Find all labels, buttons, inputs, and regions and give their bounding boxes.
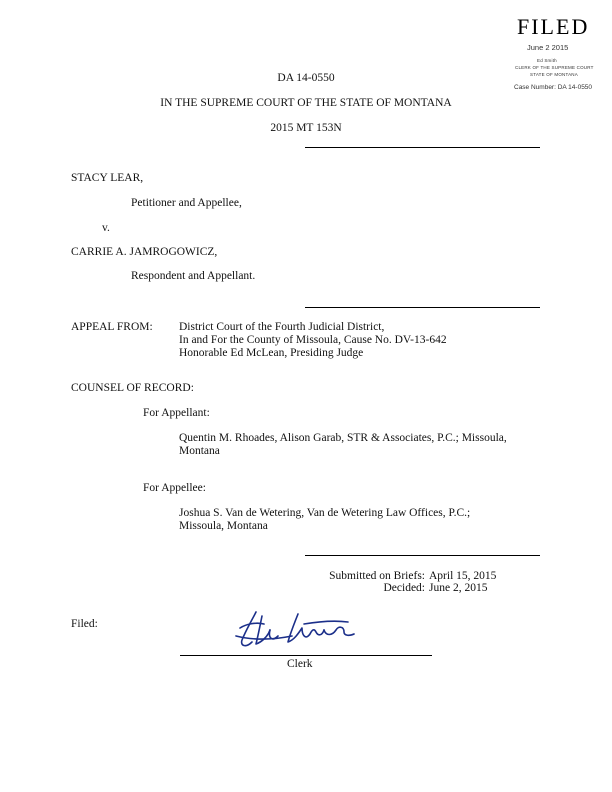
decided-date: June 2, 2015 [429,582,488,594]
appeal-line-3: Honorable Ed McLean, Presiding Judge [179,347,364,359]
filed-label: Filed: [71,618,98,630]
appellant-label: For Appellant: [143,407,210,419]
versus: v. [102,222,110,234]
citation: 2015 MT 153N [270,122,342,134]
appeal-label: APPEAL FROM: [71,321,153,333]
counsel-heading: COUNSEL OF RECORD: [71,382,194,394]
submitted-date: April 15, 2015 [429,570,497,582]
stamp-clerk-title: CLERK OF THE SUPREME COURT [515,65,594,70]
submitted-label: Submitted on Briefs: [329,570,425,582]
court-name: IN THE SUPREME COURT OF THE STATE OF MONTANA [160,97,452,109]
appellee-counsel-line-2: Missoula, Montana [179,520,268,532]
stamp-date: June 2 2015 [527,43,569,52]
petitioner-name: STACY LEAR, [71,172,144,184]
stamp-filed-label: FILED [517,14,590,39]
appellee-label: For Appellee: [143,482,206,494]
appellee-counsel-line-1: Joshua S. Van de Wetering, Van de Wetering Law Offices, P.C.; [179,507,471,519]
divider-line [305,147,540,148]
respondent-name: CARRIE A. JAMROGOWICZ, [71,246,218,258]
stamp-state: STATE OF MONTANA [530,72,578,77]
appeal-line-1: District Court of the Fourth Judicial District, [179,321,385,333]
petitioner-role: Petitioner and Appellee, [131,197,242,209]
divider-line [305,307,540,308]
respondent-role: Respondent and Appellant. [131,270,256,282]
appeal-line-2: In and For the County of Missoula, Cause No. DV-13-642 [179,334,447,346]
appellant-counsel-line-1: Quentin M. Rhoades, Alison Garab, STR & Associates, P.C.; Missoula, [179,432,507,444]
stamp-case-number: Case Number: DA 14-0550 [514,84,593,91]
clerk-label: Clerk [287,658,313,670]
decided-label: Decided: [383,582,425,594]
appellant-counsel-line-2: Montana [179,445,220,457]
docket-number: DA 14-0550 [277,72,335,84]
stamp-clerk-name: Ed Smith [537,58,557,63]
signature-line [180,655,432,656]
divider-line [305,555,540,556]
clerk-signature [232,606,362,654]
